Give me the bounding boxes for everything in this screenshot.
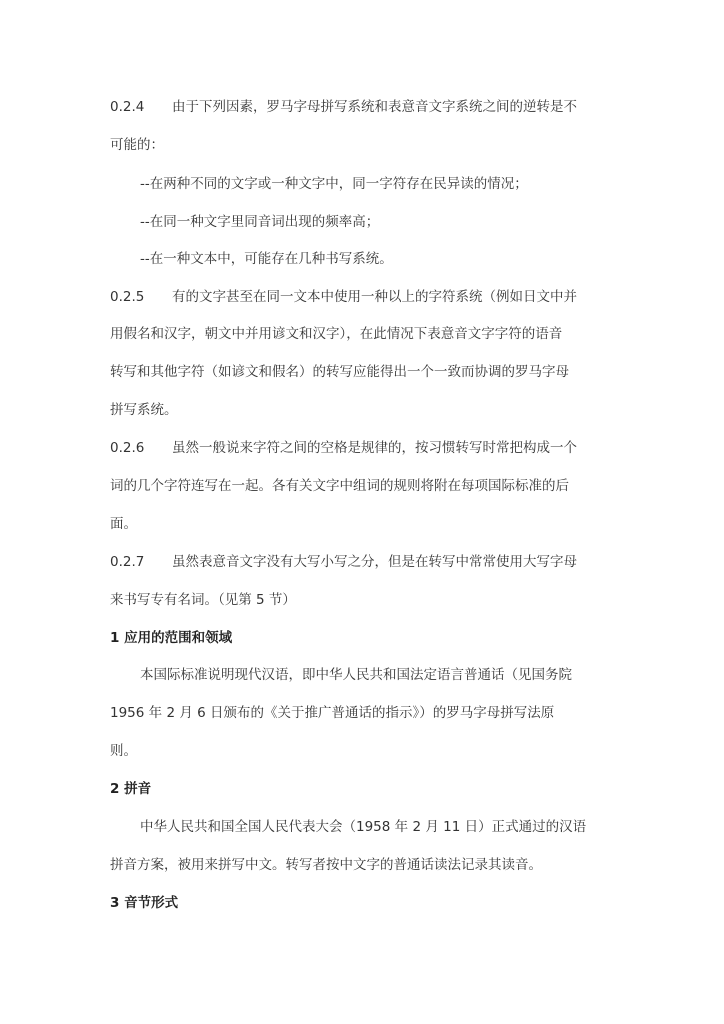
clause-number: 0.2.4 [110, 99, 145, 115]
section-heading-2: 2 拼音 [110, 781, 152, 797]
paragraph-0-2-5-line-2: 用假名和汉字，朝文中并用谚文和汉字），在此情况下表意音文字字符的语音 [110, 326, 563, 342]
section-2-line-1: 中华人民共和国全国人民代表大会（1958 年 2 月 11 日）正式通过的汉语 [140, 819, 587, 835]
clause-number: 0.2.7 [110, 554, 145, 570]
paragraph-0-2-6-line-2: 词的几个字符连写在一起。各有关文字中组词的规则将附在每项国际标准的后 [110, 478, 569, 494]
clause-number: 0.2.5 [110, 289, 145, 305]
clause-text: 虽然一般说来字符之间的空格是规律的，按习惯转写时常把构成一个 [172, 440, 577, 456]
paragraph-0-2-5-line-4: 拼写系统。 [110, 402, 178, 418]
paragraph-0-2-5-line-3: 转写和其他字符（如谚文和假名）的转写应能得出一个一致而协调的罗马字母 [110, 364, 569, 380]
clause-text: 虽然表意音文字没有大写小写之分，但是在转写中常常使用大写字母 [172, 554, 577, 570]
section-1-line-2: 1956 年 2 月 6 日颁布的《关于推广普通话的指示》）的罗马字母拼写法原 [110, 705, 555, 721]
section-1-line-3: 则。 [110, 743, 137, 759]
section-1-line-1: 本国际标准说明现代汉语，即中华人民共和国法定语言普通话（见国务院 [140, 667, 572, 683]
paragraph-0-2-4-line-1 [110, 97, 577, 117]
clause-text: 有的文字甚至在同一文本中使用一种以上的字符系统（例如日文中并 [172, 289, 577, 305]
bullet-item-1: --在两种不同的文字或一种文字中，同一字符存在民异读的情况； [140, 176, 528, 192]
section-2-line-2: 拼音方案，被用来拼写中文。转写者按中文字的普通话读法记录其读音。 [110, 857, 542, 873]
paragraph-0-2-7-line-2: 来书写专有名词。（见第 5 节） [110, 592, 296, 608]
paragraph-0-2-5-line-1 [110, 287, 577, 307]
clause-text: 由于下列因素，罗马字母拼写系统和表意音文字系统之间的逆转是不 [172, 99, 577, 115]
section-heading-1: 1 应用的范围和领域 [110, 630, 233, 646]
clause-number: 0.2.6 [110, 440, 145, 456]
paragraph-0-2-7-line-1 [110, 552, 577, 572]
section-heading-3: 3 音节形式 [110, 895, 179, 911]
paragraph-0-2-6-line-1 [110, 438, 577, 458]
paragraph-0-2-6-line-3: 面。 [110, 516, 137, 532]
paragraph-0-2-4-line-2: 可能的： [110, 137, 164, 153]
bullet-item-2: --在同一种文字里同音词出现的频率高； [140, 214, 380, 230]
bullet-item-3: --在一种文本中，可能存在几种书写系统。 [140, 251, 393, 267]
